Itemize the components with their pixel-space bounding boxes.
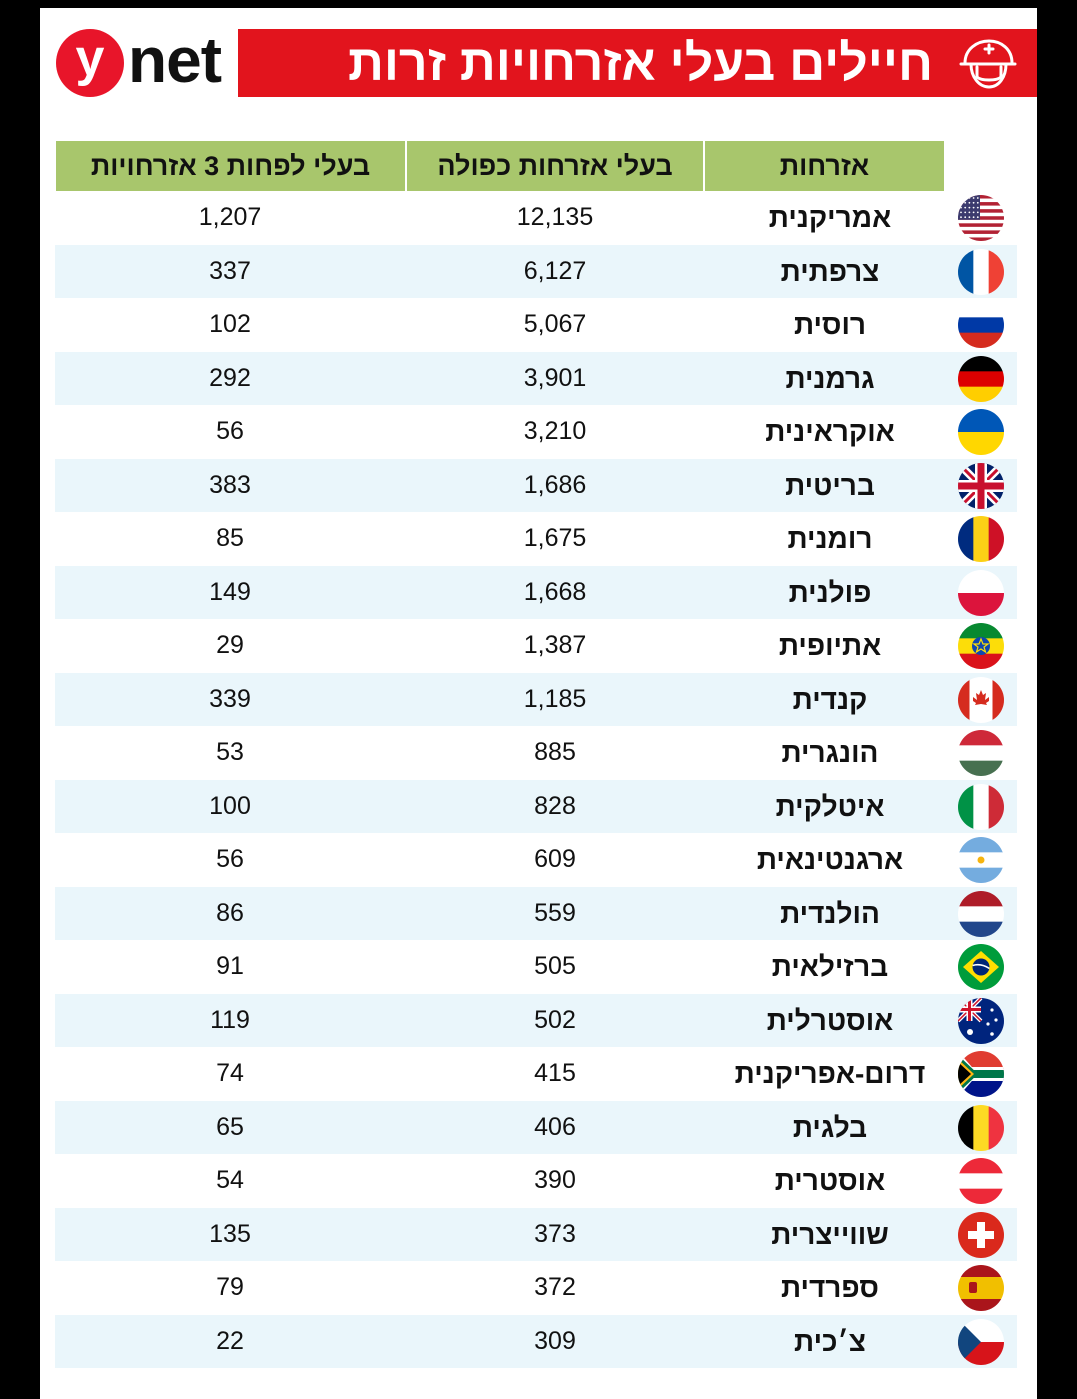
triple-citizenship-cell: 102 <box>209 310 251 338</box>
table-row <box>55 1047 1017 1100</box>
double-citizenship-cell: 828 <box>534 791 576 820</box>
citizenship-cell: אוסטרית <box>774 1165 886 1196</box>
citizenship-cell: אמריקנית <box>768 202 892 233</box>
triple-citizenship-cell: 29 <box>216 631 244 659</box>
double-citizenship-cell: 6,127 <box>523 256 587 285</box>
citizenship-cell: ארגנטינאית <box>756 844 904 875</box>
page-title: חיילים בעלי אזרחויות זרות <box>347 35 933 91</box>
column-header-triple: בעלי לפחות 3 אזרחויות <box>56 141 405 191</box>
triple-citizenship-cell: 85 <box>216 524 244 552</box>
citizenship-cell: רומנית <box>787 523 873 554</box>
australia-flag-icon <box>958 998 1004 1044</box>
citizenship-cell: בריטית <box>785 469 875 501</box>
double-citizenship-cell: 609 <box>534 845 576 873</box>
triple-citizenship-cell: 339 <box>209 684 251 713</box>
logo-text: net <box>128 24 221 96</box>
table-row <box>55 994 1017 1047</box>
double-citizenship-cell: 372 <box>534 1273 576 1301</box>
double-citizenship-cell: 5,067 <box>523 310 587 338</box>
table-row <box>55 459 1017 512</box>
double-citizenship-cell: 505 <box>534 952 576 980</box>
triple-citizenship-cell: 86 <box>216 898 244 927</box>
citizenship-cell: ספרדית <box>781 1272 879 1303</box>
double-citizenship-cell: 3,210 <box>523 417 587 445</box>
ukraine-flag-icon <box>958 409 1004 455</box>
canada-flag-icon <box>958 677 1004 723</box>
citizenship-cell: אתיופית <box>778 630 882 661</box>
citizenship-cell: קנדית <box>792 683 868 715</box>
table-row <box>55 245 1017 298</box>
table-row <box>55 405 1017 458</box>
triple-citizenship-cell: 337 <box>209 256 251 285</box>
spain-flag-icon <box>958 1265 1004 1311</box>
column-header-citizenship: אזרחות <box>705 141 944 191</box>
double-citizenship-cell: 1,686 <box>523 470 587 499</box>
romania-flag-icon <box>958 516 1004 562</box>
table-row <box>55 1261 1017 1314</box>
citizenship-cell: ברזילאית <box>771 951 889 982</box>
citizenship-cell: גרמנית <box>785 362 875 394</box>
citizenship-cell: צ׳כית <box>794 1325 866 1357</box>
table-row <box>55 566 1017 619</box>
double-citizenship-cell: 885 <box>534 738 576 766</box>
double-citizenship-cell: 1,185 <box>523 684 587 713</box>
triple-citizenship-cell: 292 <box>209 363 251 392</box>
double-citizenship-cell: 1,387 <box>523 631 587 659</box>
citizenship-cell: הולנדית <box>780 897 880 929</box>
brazil-flag-icon <box>958 944 1004 990</box>
argentina-flag-icon <box>958 837 1004 883</box>
triple-citizenship-cell: 54 <box>216 1166 244 1194</box>
netherlands-flag-icon <box>958 891 1004 937</box>
citizenship-cell: פולנית <box>788 576 872 608</box>
uk-flag-icon <box>958 463 1004 509</box>
table-row <box>55 833 1017 886</box>
double-citizenship-cell: 390 <box>534 1166 576 1194</box>
table-row <box>55 1315 1017 1368</box>
germany-flag-icon <box>958 356 1004 402</box>
ynet-logo <box>56 24 236 104</box>
table-row <box>55 298 1017 351</box>
austria-flag-icon <box>958 1158 1004 1204</box>
czech-flag-icon <box>958 1319 1004 1365</box>
logo-letter: y <box>56 29 124 97</box>
table-row <box>55 726 1017 779</box>
table-row <box>55 940 1017 993</box>
triple-citizenship-cell: 91 <box>216 952 244 980</box>
double-citizenship-cell: 502 <box>534 1005 576 1034</box>
triple-citizenship-cell: 65 <box>216 1112 244 1141</box>
italy-flag-icon <box>958 784 1004 830</box>
hungary-flag-icon <box>958 730 1004 776</box>
soldier-helmet-icon <box>957 37 1019 91</box>
table-row <box>55 512 1017 565</box>
table-row <box>55 619 1017 672</box>
triple-citizenship-cell: 383 <box>209 470 251 499</box>
citizenship-cell: צרפתית <box>780 255 880 287</box>
switzerland-flag-icon <box>958 1212 1004 1258</box>
triple-citizenship-cell: 53 <box>216 738 244 766</box>
table-row <box>55 191 1017 244</box>
france-flag-icon <box>958 249 1004 295</box>
double-citizenship-cell: 12,135 <box>516 203 594 231</box>
double-citizenship-cell: 559 <box>534 898 576 927</box>
ethiopia-flag-icon <box>958 623 1004 669</box>
citizenship-cell: אוקראינית <box>765 416 895 447</box>
double-citizenship-cell: 309 <box>534 1326 576 1355</box>
citizenship-cell: איטלקית <box>775 790 885 822</box>
triple-citizenship-cell: 100 <box>209 791 251 820</box>
citizenship-cell: דרום-אפריקנית <box>734 1058 926 1089</box>
infographic-panel <box>40 8 1037 1399</box>
citizenship-cell: הונגרית <box>781 737 879 768</box>
double-citizenship-cell: 1,675 <box>523 524 587 552</box>
double-citizenship-cell: 373 <box>534 1219 576 1248</box>
triple-citizenship-cell: 79 <box>216 1273 244 1301</box>
table-row <box>55 1154 1017 1207</box>
table-row <box>55 1208 1017 1261</box>
double-citizenship-cell: 1,668 <box>523 577 587 606</box>
table-row <box>55 780 1017 833</box>
double-citizenship-cell: 3,901 <box>523 363 587 392</box>
citizenship-cell: בלגית <box>792 1111 868 1143</box>
triple-citizenship-cell: 1,207 <box>198 203 262 231</box>
citizenship-cell: רוסית <box>793 309 867 340</box>
triple-citizenship-cell: 22 <box>216 1326 244 1355</box>
belgium-flag-icon <box>958 1105 1004 1151</box>
title-banner <box>238 29 1037 97</box>
usa-flag-icon <box>958 195 1004 241</box>
table-row <box>55 673 1017 726</box>
citizenship-cell: אוסטרלית <box>766 1004 894 1036</box>
triple-citizenship-cell: 135 <box>209 1219 251 1248</box>
triple-citizenship-cell: 149 <box>209 577 251 606</box>
russia-flag-icon <box>958 302 1004 348</box>
triple-citizenship-cell: 119 <box>210 1005 250 1034</box>
double-citizenship-cell: 415 <box>534 1059 576 1087</box>
table-row <box>55 887 1017 940</box>
poland-flag-icon <box>958 570 1004 616</box>
triple-citizenship-cell: 74 <box>216 1059 244 1087</box>
table-row <box>55 1101 1017 1154</box>
citizenship-cell: שווייצרית <box>771 1218 889 1250</box>
table-row <box>55 352 1017 405</box>
triple-citizenship-cell: 56 <box>216 417 244 445</box>
column-header-double: בעלי אזרחות כפולה <box>407 141 703 191</box>
double-citizenship-cell: 406 <box>534 1112 576 1141</box>
triple-citizenship-cell: 56 <box>216 845 244 873</box>
south-africa-flag-icon <box>958 1051 1004 1097</box>
